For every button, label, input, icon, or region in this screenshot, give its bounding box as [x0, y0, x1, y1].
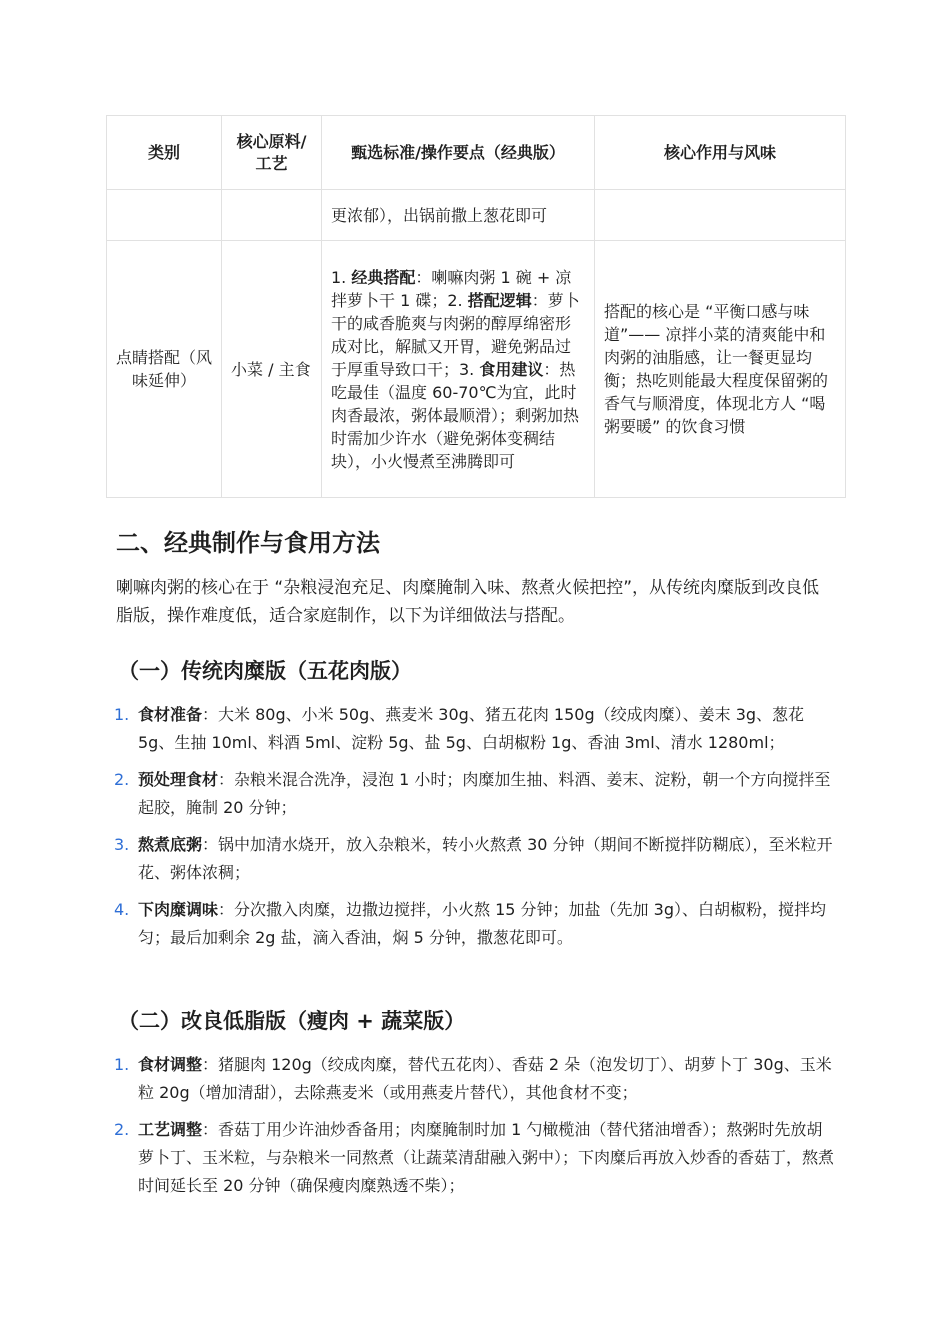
list-item [114, 1051, 838, 1107]
step-label: 熬煮底粥 [138, 835, 203, 854]
subsection-title-traditional: （一）传统肉糜版（五花肉版） [118, 659, 412, 683]
table-cell: 更浓郁），出锅前撒上葱花即可 [322, 190, 595, 241]
step-text: ：香菇丁用少许油炒香备用；肉糜腌制时加 1 勺橄榄油（替代猪油增香）；熬粥时先放胡萝卜丁、玉米粒，与杂粮米一同熬煮（让蔬菜清甜融入粥中）；下肉糜后再放入炒香的香菇丁，熬煮时间延长至 20 分钟（确保瘦肉糜熟透不柴）； [138, 1120, 835, 1195]
step-text: ：猪腿肉 120g（绞成肉糜，替代五花肉）、香菇 2 朵（泡发切丁）、胡萝卜丁 30g、玉米粒 20g（增加清甜），去除燕麦米（或用燕麦片替代），其他食材不变； [138, 1055, 832, 1102]
step-label: 食材调整 [138, 1055, 203, 1074]
step-text: ：锅中加清水烧开，放入杂粮米，转小火熬煮 30 分钟（期间不断搅拌防糊底），至米粒开花、粥体浓稠； [138, 835, 833, 882]
section-title: 二、经典制作与食用方法 [116, 529, 380, 557]
header-core-ingredient: 核心原料/工艺 [222, 116, 322, 190]
step-text: ：大米 80g、小米 50g、燕麦米 30g、猪五花肉 150g（绞成肉糜）、姜末 3g、葱花 5g、生抽 10ml、料酒 5ml、淀粉 5g、盐 5g、白胡椒粉 1g、香油 3ml、清水 1280ml； [138, 705, 805, 752]
header-category: 类别 [107, 116, 222, 190]
traditional-steps-list [114, 701, 838, 961]
list-item [114, 766, 838, 822]
list-number: 2. [114, 770, 130, 789]
table-cell-standard [322, 241, 595, 498]
list-number: 1. [114, 1055, 130, 1074]
table-cell [595, 190, 846, 241]
header-selection-standard: 甄选标准/操作要点（经典版） [322, 116, 595, 190]
list-number: 2. [114, 1120, 130, 1139]
step-text: ：分次撒入肉糜，边撒边搅拌，小火熬 15 分钟；加盐（先加 3g）、白胡椒粉，搅拌均匀；最后加剩余 2g 盐，滴入香油，焖 5 分钟，撒葱花即可。 [138, 900, 826, 947]
table-cell [107, 190, 222, 241]
table-header-row [107, 116, 846, 190]
list-number: 1. [114, 705, 130, 724]
table-cell [222, 190, 322, 241]
step-label: 下肉糜调味 [138, 900, 219, 919]
cell-text: ：热吃最佳（温度 60-70℃为宜，此时肉香最浓，粥体最顺滑）；剩粥加热时需加少许水（避免粥体变稠结块），小火慢煮至沸腾即可 [331, 359, 580, 471]
table-row [107, 190, 846, 241]
cell-bold-label: 食用建议 [479, 359, 544, 379]
cell-text: ：萝卜干的咸香脆爽与肉粥的醇厚绵密形成对比，解腻又开胃，避免粥品过于厚重导致口干；3. [331, 290, 580, 379]
step-text: ：杂粮米混合洗净，浸泡 1 小时；肉糜加生抽、料酒、姜末、淀粉，朝一个方向搅拌至起胶，腌制 20 分钟； [138, 770, 831, 817]
subsection-title-lowfat: （二）改良低脂版（瘦肉 + 蔬菜版） [118, 1009, 466, 1033]
recipe-table [106, 115, 846, 498]
table-row [107, 241, 846, 498]
list-number: 3. [114, 835, 130, 854]
list-item [114, 1116, 838, 1200]
step-label: 食材准备 [138, 705, 203, 724]
table-cell-category: 点睛搭配（风味延伸） [107, 241, 222, 498]
step-label: 预处理食材 [138, 770, 219, 789]
section-intro: 喇嘛肉粥的核心在于 “杂粮浸泡充足、肉糜腌制入味、熬煮火候把控”，从传统肉糜版到改良低脂版，操作难度低，适合家庭制作，以下为详细做法与搭配。 [116, 578, 820, 626]
cell-text: 1. [331, 267, 352, 287]
list-item [114, 701, 838, 757]
lowfat-steps-list [114, 1051, 838, 1209]
cell-bold-label: 经典搭配 [351, 267, 416, 287]
cell-text: ：喇嘛肉粥 1 碗 + 凉拌萝卜干 1 碟；2. [331, 267, 572, 310]
cell-bold-label: 搭配逻辑 [467, 290, 532, 310]
list-item [114, 896, 838, 952]
table-cell-ingredient: 小菜 / 主食 [222, 241, 322, 498]
list-item [114, 831, 838, 887]
step-label: 工艺调整 [138, 1120, 203, 1139]
list-number: 4. [114, 900, 130, 919]
header-core-role: 核心作用与风味 [595, 116, 846, 190]
table-cell-role: 搭配的核心是 “平衡口感与味道”—— 凉拌小菜的清爽能中和肉粥的油脂感，让一餐更显均衡；热吃则能最大程度保留粥的香气与顺滑度，体现北方人 “喝粥要暖” 的饮食习惯 [595, 241, 846, 498]
